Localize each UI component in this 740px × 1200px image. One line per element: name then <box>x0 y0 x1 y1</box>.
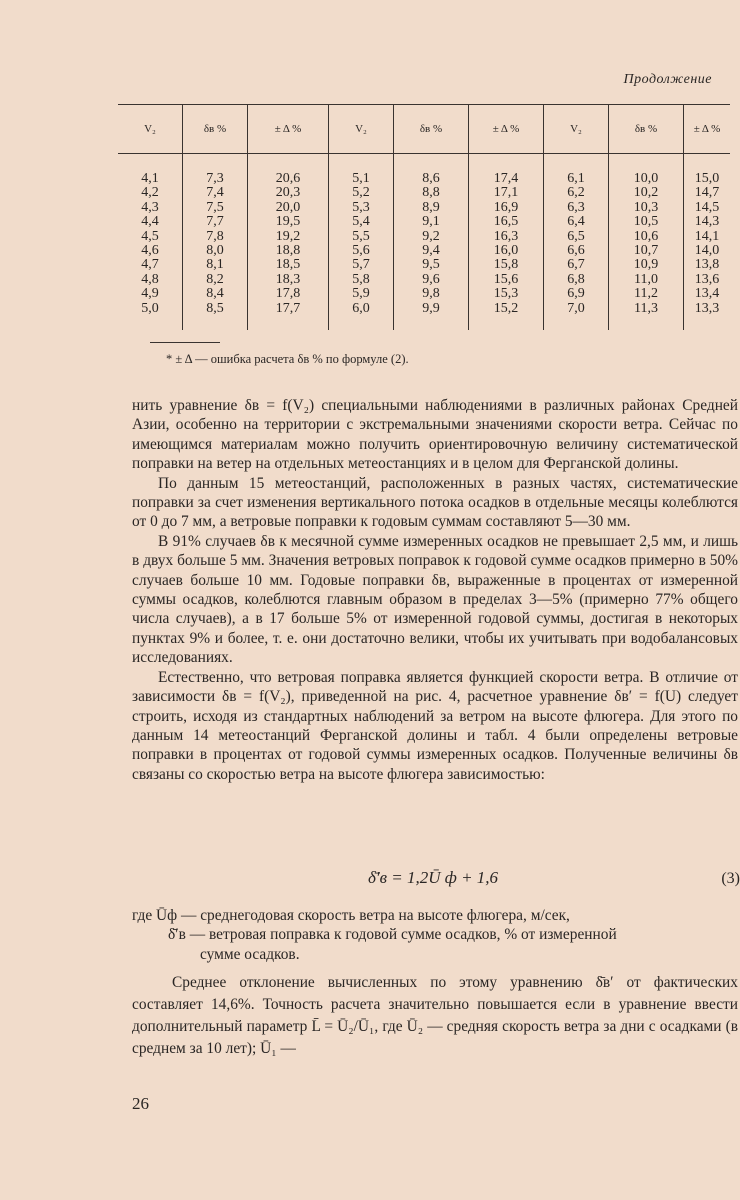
table-cell: 8,4 <box>206 286 224 302</box>
table-cell: 15,3 <box>493 286 519 302</box>
table-cell: 8,6 <box>422 171 440 186</box>
table-cell: 16,5 <box>493 214 519 230</box>
table-cell: 5,1 <box>352 171 370 186</box>
table-cell: 15,8 <box>493 257 519 273</box>
table-column <box>609 154 684 331</box>
table-cell: 19,2 <box>275 228 301 244</box>
legend-line: где Ūф — среднегодовая скорость ветра на высоте флюгера, м/сек, <box>132 907 570 924</box>
table-cell: 8,2 <box>206 271 224 287</box>
table-cell: 15,2 <box>493 300 519 316</box>
table-cell: 4,5 <box>141 228 159 244</box>
table-cell: 14,5 <box>694 199 720 215</box>
legend-line: сумме осадков. <box>200 945 300 963</box>
paragraph: Среднее отклонение вычисленных по этому уравнению δ̄в′ от фактических составляет 14,6%. Точность расчета значительно повышается если в уравнение ввести дополнительный параметр L̄ = Ū₂/Ū₁, где Ū₂ — средняя скорость ветра за дни с осадками (в среднем за 10 лет); Ū₁ — <box>132 974 738 1057</box>
table-cell: 11,3 <box>634 300 658 316</box>
table-cell: 8,9 <box>422 199 440 215</box>
table-cell: 7,4 <box>206 185 224 201</box>
table-body-row <box>118 154 730 331</box>
table-cell: 10,5 <box>633 214 659 230</box>
table-cell: 9,9 <box>422 300 440 316</box>
table-cell: 17,4 <box>493 171 519 186</box>
page-number: 26 <box>132 1094 149 1113</box>
table-footnote: * ± Δ — ошибка расчета δв % по формуле (2). <box>166 352 409 366</box>
table-cell: 8,1 <box>206 257 224 273</box>
table-cell: 16,3 <box>493 228 519 244</box>
continuation-label: Продолжение <box>623 72 712 87</box>
table-cell: 6,7 <box>567 257 585 273</box>
table-cell: 5,2 <box>352 185 370 201</box>
table-cell: 10,6 <box>633 228 659 244</box>
table-cell: 10,0 <box>633 171 659 186</box>
table-cell: 7,5 <box>206 199 224 215</box>
table-cell: 4,2 <box>141 185 159 201</box>
table-cell: 20,6 <box>275 171 301 186</box>
equation-number: (3) <box>721 870 740 887</box>
table-cell: 9,5 <box>422 257 440 273</box>
table-cell: 7,8 <box>206 228 224 244</box>
table-cell: 7,3 <box>206 171 224 186</box>
table-column <box>684 154 731 331</box>
body-text <box>132 396 738 784</box>
table-cell: 18,3 <box>275 271 301 287</box>
table-cell: 6,2 <box>567 185 585 201</box>
table-cell: 6,9 <box>567 286 585 302</box>
table-column <box>183 154 248 331</box>
table-cell: 11,0 <box>634 271 658 287</box>
table-cell: 5,0 <box>141 300 159 316</box>
table-cell: 5,6 <box>352 243 370 259</box>
table-cell: 4,4 <box>141 214 159 230</box>
table-column <box>544 154 609 331</box>
table-cell: 5,7 <box>352 257 370 273</box>
table-column <box>329 154 394 331</box>
table-cell: 5,9 <box>352 286 370 302</box>
table-cell: 16,9 <box>493 199 519 215</box>
table-cell: 13,4 <box>694 286 720 302</box>
table-header-row <box>118 105 730 154</box>
table-cell: 9,8 <box>422 286 440 302</box>
table-cell: 4,6 <box>141 243 159 259</box>
table-cell: 13,6 <box>694 271 720 287</box>
table-cell: 4,8 <box>141 271 159 287</box>
table-cell: 7,7 <box>206 214 224 230</box>
formula-legend <box>132 906 738 964</box>
table-cell: 5,3 <box>352 199 370 215</box>
table-cell: 13,3 <box>694 300 720 316</box>
table-cell: 9,6 <box>422 271 440 287</box>
paragraph: нить уравнение δв = f(V₂) специальными наблюдениями в различных районах Средней Азии, особенно на территории с экстремальными значениями скорости ветра. Сейчас по имеющимся материалам можно получить ориентировочную величину систематической поправки на ветер на отдельных метеостанциях и в целом для Ферганской долины. <box>132 397 738 473</box>
header-error-2: ± Δ % <box>469 105 544 154</box>
table-cell: 8,8 <box>422 185 440 201</box>
table-cell: 18,5 <box>275 257 301 273</box>
table-cell: 15,6 <box>493 271 519 287</box>
table-column <box>118 154 183 331</box>
header-delta-1: δв % <box>183 105 248 154</box>
table-cell: 10,7 <box>633 243 659 259</box>
table-cell: 4,7 <box>141 257 159 273</box>
header-delta-2: δв % <box>394 105 469 154</box>
header-v2-1: V₂ <box>118 105 183 154</box>
table-cell: 4,1 <box>141 171 159 186</box>
table-cell: 5,5 <box>352 228 370 244</box>
table-cell: 9,4 <box>422 243 440 259</box>
table-cell: 9,1 <box>422 214 440 230</box>
table-cell: 17,8 <box>275 286 301 302</box>
table-cell: 20,3 <box>275 185 301 201</box>
table-cell: 10,3 <box>633 199 659 215</box>
table-cell: 19,5 <box>275 214 301 230</box>
table-cell: 10,2 <box>633 185 659 201</box>
paragraph: В 91% случаев δв к месячной сумме измеренных осадков не превышает 2,5 мм, и лишь в двух больше 5 мм. Значения ветровых поправок к годовой сумме осадков примерно в 50% случаев больше 10 мм. Годовые поправки δв, выраженные в процентах от измеренной суммы осадков, колеблются главным образом в пределах 3—5% (примерно 77% общего числа случаев), а в 17 больше 5% от измеренной годовой суммы, достигая в некоторых пунктах 9% и более, т. е. они достаточно велики, чтобы их учитывать при водобалансовых исследованиях. <box>132 532 738 667</box>
table-cell: 5,4 <box>352 214 370 230</box>
table-cell: 6,5 <box>567 228 585 244</box>
table-cell: 17,1 <box>493 185 519 201</box>
table-cell: 4,9 <box>141 286 159 302</box>
table-column <box>469 154 544 331</box>
table-cell: 17,7 <box>275 300 301 316</box>
table-cell: 6,8 <box>567 271 585 287</box>
table-cell: 6,0 <box>352 300 370 316</box>
table-cell: 7,0 <box>567 300 585 316</box>
closing-paragraph <box>132 972 738 1060</box>
legend-line: δ̄′в — ветровая поправка к годовой сумме осадков, % от измеренной <box>168 926 617 944</box>
table-cell: 5,8 <box>352 271 370 287</box>
formula-3: δ̄′в = 1,2Ū ф + 1,6 <box>368 868 499 887</box>
table-cell: 6,4 <box>567 214 585 230</box>
header-v2-3: V₂ <box>544 105 609 154</box>
table-cell: 6,3 <box>567 199 585 215</box>
table-cell: 15,0 <box>694 171 720 186</box>
table-cell: 8,0 <box>206 243 224 259</box>
table-cell: 8,5 <box>206 300 224 316</box>
header-delta-3: δв % <box>609 105 684 154</box>
table-column <box>248 154 329 331</box>
table-column <box>394 154 469 331</box>
header-v2-2: V₂ <box>329 105 394 154</box>
table-cell: 6,1 <box>567 171 585 186</box>
table-cell: 4,3 <box>141 199 159 215</box>
table-cell: 13,8 <box>694 257 720 273</box>
header-error-3: ± Δ % <box>684 105 731 154</box>
table-cell: 20,0 <box>275 199 301 215</box>
paragraph: Естественно, что ветровая поправка является функцией скорости ветра. В отличие от зависимости δв = f(V₂), приведенной на рис. 4, расчетное уравнение δв′ = f(U) следует строить, исходя из стандартных наблюдений за ветром на высоте флюгера. Для этого по данным 14 метеостанций Ферганской долины и табл. 4 были определены ветровые поправки в процентах от годовой суммы измеренных осадков. Полученные величины δв связаны со скоростью ветра на высоте флюгера зависимостью: <box>132 668 738 783</box>
table-cell: 14,3 <box>694 214 720 230</box>
table-cell: 11,2 <box>634 286 658 302</box>
table-cell: 14,1 <box>694 228 720 244</box>
table-cell: 14,7 <box>694 185 720 201</box>
table-cell: 6,6 <box>567 243 585 259</box>
table-cell: 16,0 <box>493 243 519 259</box>
paragraph: По данным 15 метеостанций, расположенных в разных частях, систематические поправки за счет изменения вертикального потока осадков в отдельные месяцы колеблются от 0 до 7 мм, а ветровые поправки к годовым суммам составляют 5—30 мм. <box>132 474 738 531</box>
table-cell: 10,9 <box>633 257 659 273</box>
table-cell: 9,2 <box>422 228 440 244</box>
table-cell: 14,0 <box>694 243 720 259</box>
footnote-divider <box>150 342 220 343</box>
data-table <box>118 104 730 330</box>
table-cell: 18,8 <box>275 243 301 259</box>
header-error-1: ± Δ % <box>248 105 329 154</box>
